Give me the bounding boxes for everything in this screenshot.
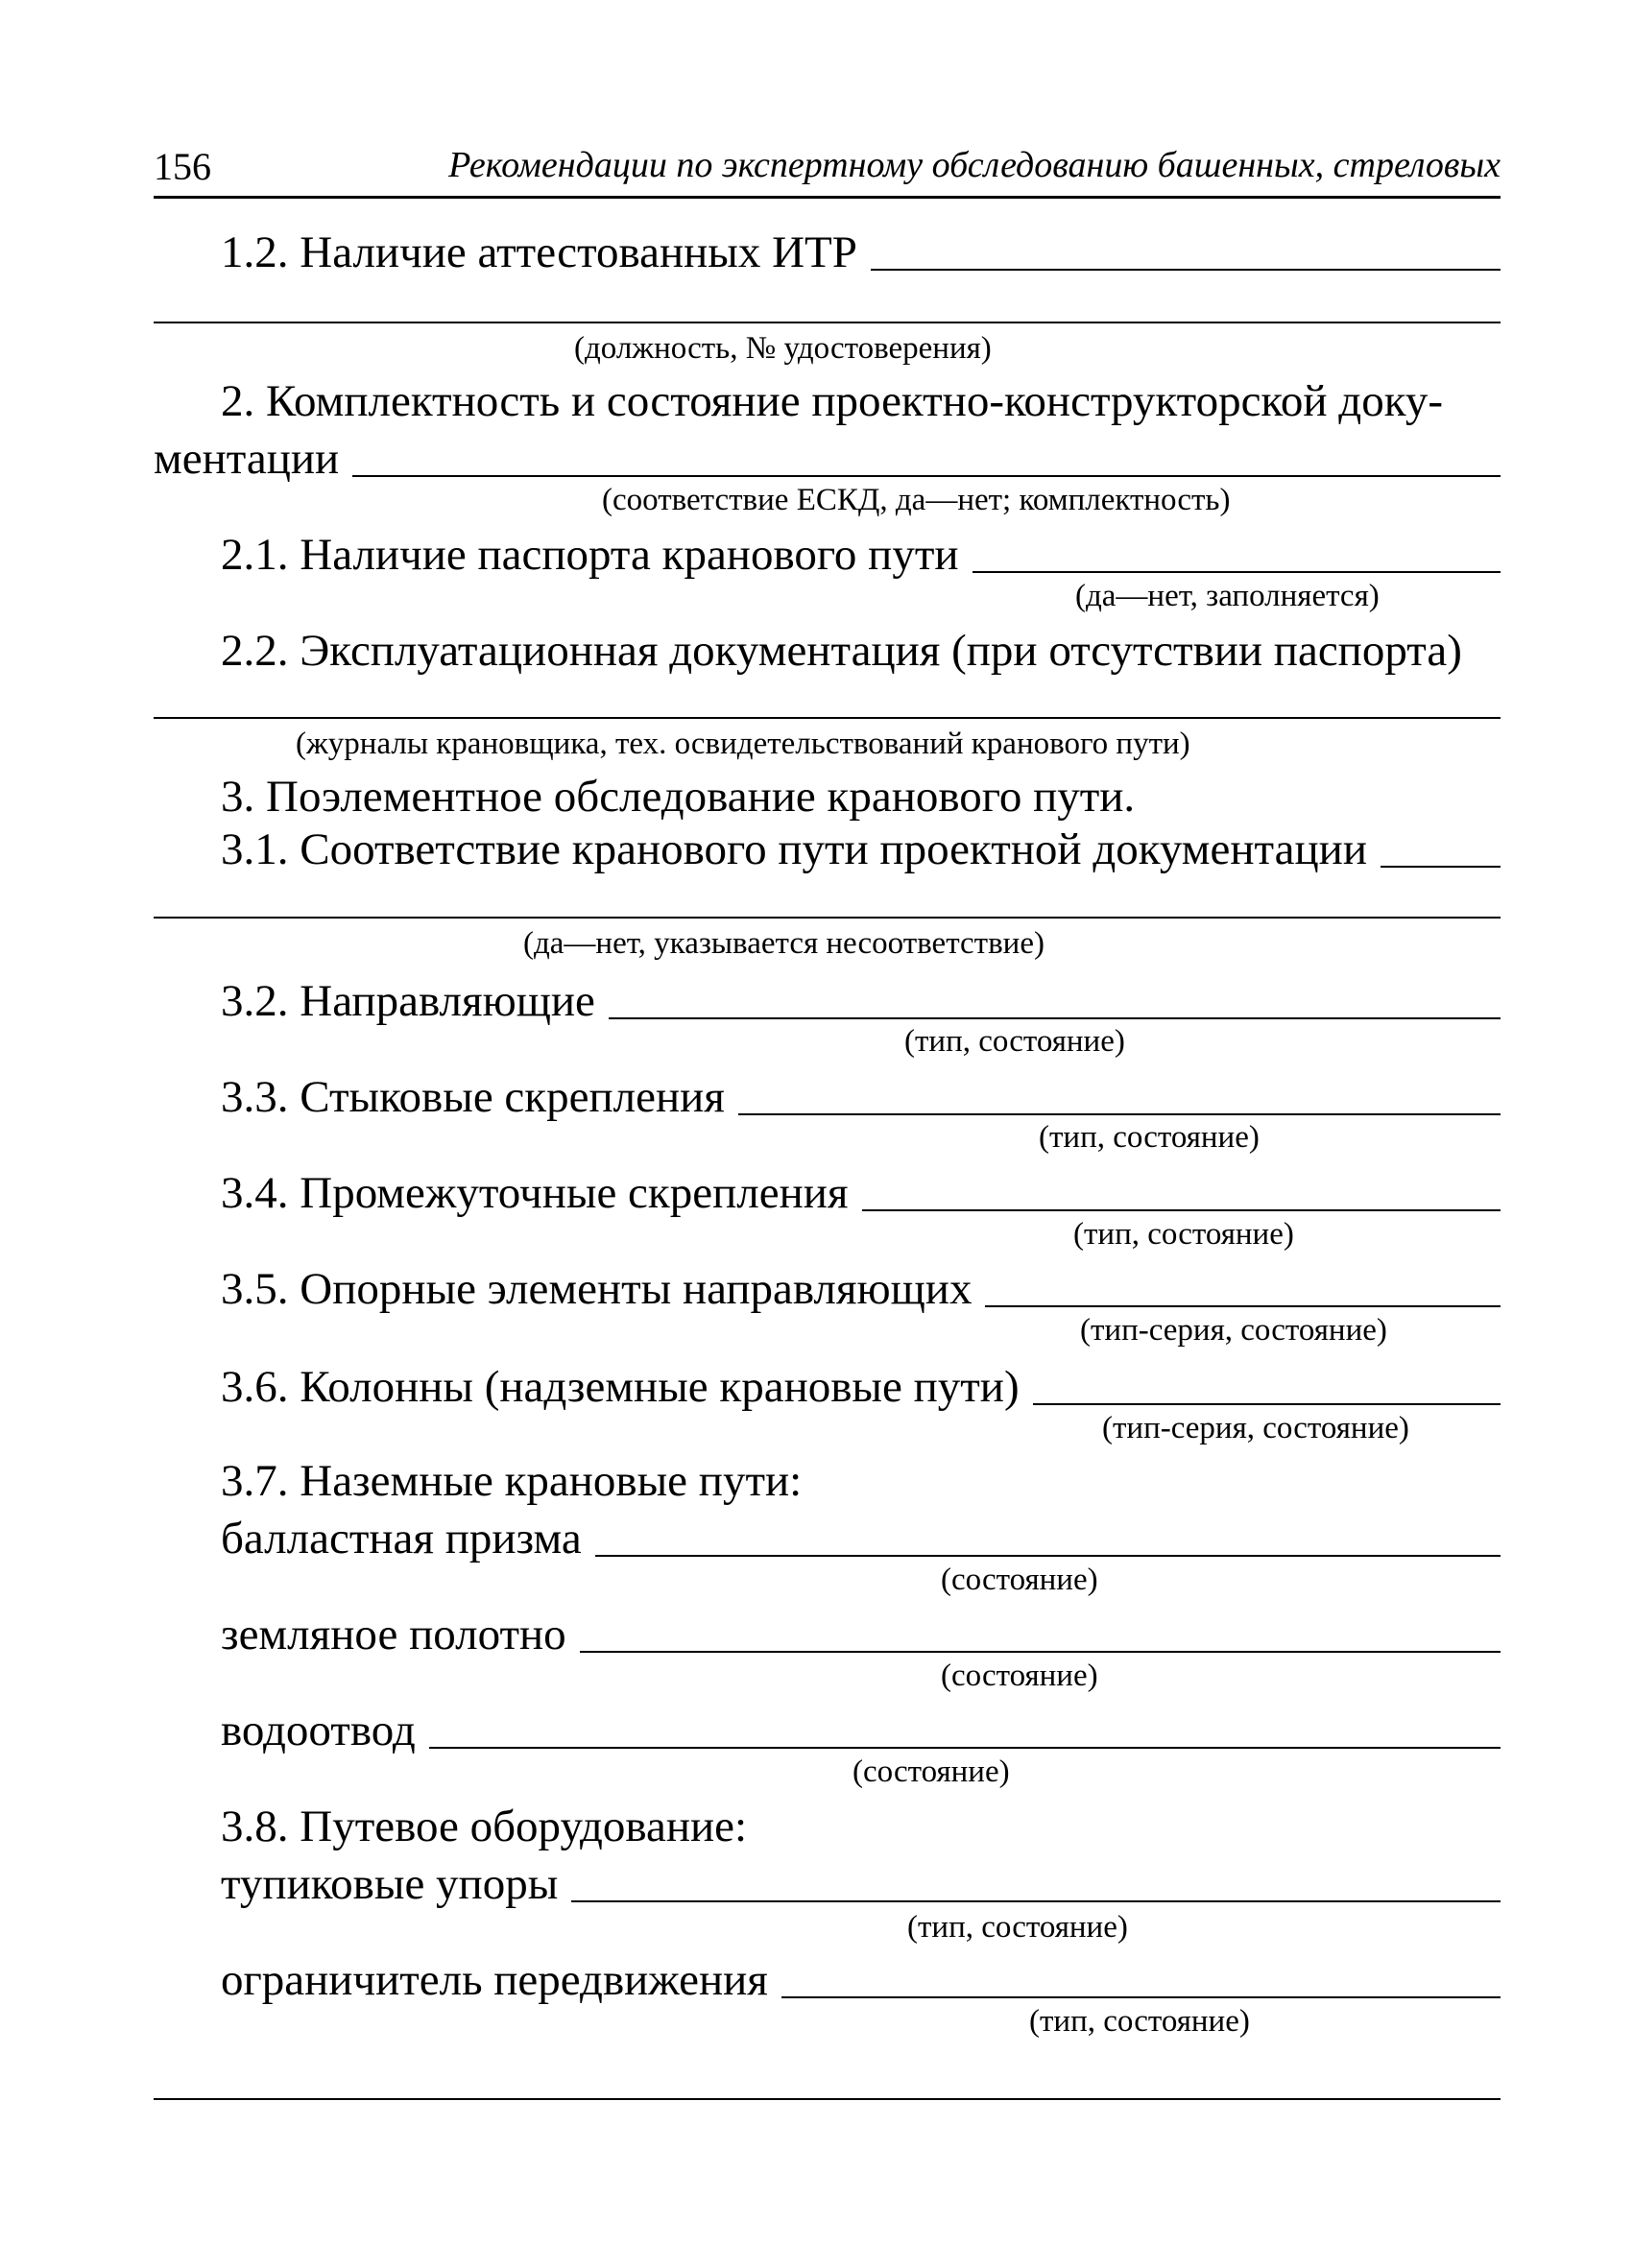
limiter-caption: (тип, состояние) <box>1029 2004 1250 2039</box>
item-2-label-cont: ментации <box>154 434 340 484</box>
item-2-2-label: 2.2. Эксплуатационная документация (при отсутствии паспорта) <box>221 626 1462 676</box>
ballast-caption: (состояние) <box>941 1563 1098 1597</box>
item-3-7-label: 3.7. Наземные крановые пути: <box>221 1456 803 1506</box>
roadbed-caption: (состояние) <box>941 1659 1098 1693</box>
item-2-1-blank[interactable] <box>973 571 1501 573</box>
item-3-1-blank[interactable] <box>1381 866 1501 868</box>
drain-label: водоотвод <box>221 1706 416 1755</box>
stops-blank[interactable] <box>571 1900 1501 1902</box>
drain-caption: (состояние) <box>853 1755 1010 1789</box>
item-2-2 <box>154 619 1501 677</box>
item-3-2-blank[interactable] <box>609 1017 1501 1019</box>
item-3-1 <box>154 818 1501 875</box>
item-stops <box>154 1852 1501 1910</box>
header-rule <box>154 196 1501 199</box>
roadbed-blank[interactable] <box>580 1651 1501 1653</box>
item-1-2-blank[interactable] <box>871 269 1501 271</box>
item-3-3-label: 3.3. Стыковые скрепления <box>221 1072 725 1122</box>
bottom-blank-line[interactable] <box>154 2098 1501 2100</box>
stops-label: тупиковые упоры <box>221 1859 559 1909</box>
item-2-2-blank[interactable] <box>154 717 1501 719</box>
item-3-4 <box>154 1161 1501 1219</box>
item-3-4-label: 3.4. Промежуточные скрепления <box>221 1168 849 1218</box>
item-2-2-caption: (журналы крановщика, тех. освидетельствований кранового пути) <box>296 727 1190 761</box>
item-2-label: 2. Комплектность и состояние проектно-конструкторской доку- <box>221 376 1444 426</box>
ballast-blank[interactable] <box>595 1555 1501 1557</box>
item-drain <box>154 1699 1501 1756</box>
item-2-blank[interactable] <box>352 475 1501 477</box>
item-3-8 <box>154 1795 1501 1852</box>
item-3-3-blank[interactable] <box>738 1113 1501 1115</box>
limiter-label: ограничитель передвижения <box>221 1955 768 2005</box>
item-3-2-caption: (тип, состояние) <box>904 1024 1125 1059</box>
roadbed-label: земляное полотно <box>221 1610 566 1659</box>
drain-blank[interactable] <box>429 1747 1501 1749</box>
item-1-2-blank-line-2[interactable] <box>154 322 1501 323</box>
item-roadbed <box>154 1603 1501 1660</box>
item-3-1-blank-line-2[interactable] <box>154 917 1501 919</box>
item-limiter <box>154 1948 1501 2006</box>
item-1-2-caption: (должность, № удостоверения) <box>574 331 992 366</box>
ballast-label: балластная призма <box>221 1514 582 1564</box>
item-2-caption: (соответствие ЕСКД, да—нет; комплектность) <box>602 483 1231 517</box>
item-3-2 <box>154 969 1501 1027</box>
item-3-6-label: 3.6. Колонны (надземные крановые пути) <box>221 1362 1020 1412</box>
stops-caption: (тип, состояние) <box>907 1910 1128 1945</box>
item-1-2 <box>154 221 1501 278</box>
item-3-1-label: 3.1. Соответствие кранового пути проектной документации <box>221 824 1367 874</box>
item-3 <box>154 765 1501 823</box>
item-3-4-blank[interactable] <box>862 1209 1501 1211</box>
item-1-2-label: 1.2. Наличие аттестованных ИТР <box>221 227 857 277</box>
item-3-5-label: 3.5. Опорные элементы направляющих <box>221 1264 973 1314</box>
item-3-5 <box>154 1257 1501 1315</box>
item-3-6 <box>154 1355 1501 1413</box>
item-3-6-caption: (тип-серия, состояние) <box>1102 1411 1409 1445</box>
item-3-7 <box>154 1449 1501 1507</box>
item-3-1-caption: (да—нет, указывается несоответствие) <box>523 926 1045 961</box>
item-ballast <box>154 1507 1501 1564</box>
item-3-6-blank[interactable] <box>1033 1403 1501 1405</box>
item-2-1 <box>154 523 1501 581</box>
item-3-3-caption: (тип, состояние) <box>1039 1120 1260 1155</box>
item-3-label: 3. Поэлементное обследование кранового пути. <box>221 772 1136 822</box>
item-2-1-caption: (да—нет, заполняется) <box>1075 579 1380 613</box>
item-2-cont <box>154 427 1501 485</box>
item-3-5-caption: (тип-серия, состояние) <box>1080 1313 1387 1348</box>
item-3-8-label: 3.8. Путевое оборудование: <box>221 1802 748 1851</box>
limiter-blank[interactable] <box>781 1996 1501 1998</box>
page-number: 156 <box>154 145 211 188</box>
item-2-1-label: 2.1. Наличие паспорта кранового пути <box>221 530 959 580</box>
item-3-5-blank[interactable] <box>985 1305 1501 1307</box>
item-3-4-caption: (тип, состояние) <box>1073 1217 1294 1252</box>
item-2 <box>154 370 1501 427</box>
running-title: Рекомендации по экспертному обследованию башенных, стреловых <box>448 145 1501 185</box>
item-3-3 <box>154 1065 1501 1123</box>
item-3-2-label: 3.2. Направляющие <box>221 976 595 1026</box>
